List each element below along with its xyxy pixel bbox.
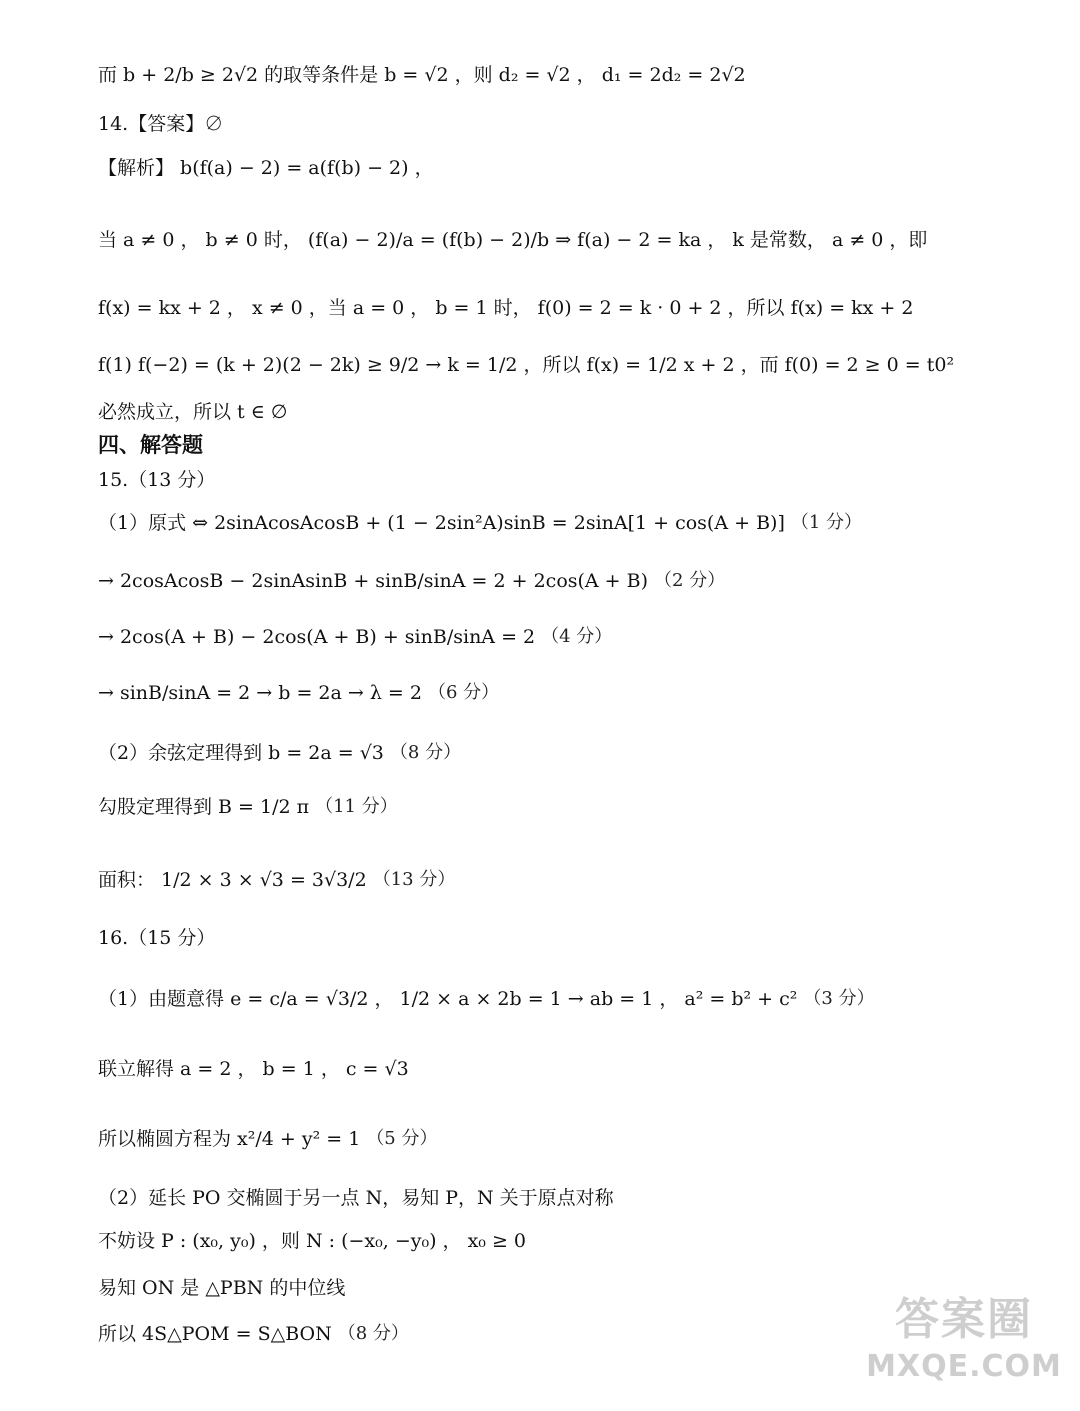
watermark-logo: [864, 1293, 1064, 1403]
score-note: （5 分）: [366, 1128, 438, 1149]
line-text: 联立解得 a = 2 ， b = 1 ， c = √3: [98, 1058, 409, 1080]
score-note: （11 分）: [315, 796, 398, 817]
line-3: [98, 156, 1040, 180]
section-heading: [98, 433, 1040, 457]
line-5: [98, 296, 1040, 320]
line-text: → 2cosAcosB − 2sinAsinB + sinB/sinA = 2 + 2cos(A + B): [98, 570, 649, 592]
line-11: [98, 569, 1040, 593]
line-text: 面积： 1/2 × 3 × √3 = 3√3/2: [98, 869, 367, 891]
line-22: [98, 1229, 1040, 1253]
line-text: 必然成立，所以 t ∈ ∅: [98, 401, 288, 423]
line-text: 所以椭圆方程为 x²/4 + y² = 1: [98, 1128, 361, 1150]
line-6: [98, 353, 1040, 377]
line-text: （2）延长 PO 交椭圆于另一点 N，易知 P，N 关于原点对称: [98, 1187, 614, 1209]
line-15: [98, 795, 1040, 819]
score-note: （1 分）: [790, 512, 863, 533]
line-21: [98, 1186, 1040, 1210]
line-text: → 2cos(A + B) − 2cos(A + B) + sinB/sinA = 2: [98, 626, 536, 648]
line-text: 当 a ≠ 0 ， b ≠ 0 时， (f(a) − 2)/a = (f(b) − 2)/b ⇒ f(a) − 2 = ka ， k 是常数， a ≠ 0 ，即: [98, 229, 928, 251]
line-text: 勾股定理得到 B = 1/2 π: [98, 796, 310, 818]
line-10: [98, 511, 1040, 535]
score-note: （6 分）: [427, 682, 500, 703]
line-text: f(1) f(−2) = (k + 2)(2 − 2k) ≥ 9/2 → k = 1/2 ，所以 f(x) = 1/2 x + 2 ，而 f(0) = 2 ≥ 0 = t0²: [98, 354, 955, 376]
line-7: [98, 400, 1040, 424]
watermark-top: 答案圈: [895, 1294, 1033, 1345]
line-text: （2）余弦定理得到 b = 2a = √3: [98, 742, 384, 764]
line-2: [98, 112, 1040, 136]
line-text: 而 b + 2/b ≥ 2√2 的取等条件是 b = √2 ，则 d₂ = √2 ， d₁ = 2d₂ = 2√2: [98, 64, 746, 86]
line-text: → sinB/sinA = 2 → b = 2a → λ = 2: [98, 682, 422, 704]
line-text: 不妨设 P : (x₀, y₀) ，则 N : (−x₀, −y₀) ， x₀ ≥ 0: [98, 1230, 527, 1252]
score-note: （4 分）: [541, 626, 613, 647]
line-text: 四、解答题: [98, 433, 203, 457]
line-text: 易知 ON 是 △PBN 的中位线: [98, 1277, 346, 1299]
score-note: （13 分）: [372, 869, 456, 890]
line-9: [98, 468, 1040, 492]
line-text: 【解析】 b(f(a) − 2) = a(f(b) − 2) ，: [98, 157, 434, 179]
line-text: 15.（13 分）: [98, 469, 216, 491]
watermark-bottom: MXQE.COM: [866, 1349, 1062, 1384]
score-note: （2 分）: [654, 570, 726, 591]
line-12: [98, 625, 1040, 649]
line-text: 16.（15 分）: [98, 927, 216, 949]
line-text: 所以 4S△POM = S△BON: [98, 1323, 332, 1345]
line-text: （1）由题意得 e = c/a = √3/2 ， 1/2 × a × 2b = 1 → ab = 1 ， a² = b² + c²: [98, 988, 798, 1010]
line-13: [98, 681, 1040, 705]
score-note: （8 分）: [337, 1323, 409, 1344]
line-text: （1）原式 ⇔ 2sinAcosAcosB + (1 − 2sin²A)sinB = 2sinA[1 + cos(A + B)]: [98, 512, 785, 534]
line-1: [98, 63, 1040, 87]
line-19: [98, 1057, 1040, 1081]
line-17: [98, 926, 1040, 950]
line-text: f(x) = kx + 2 ， x ≠ 0 ，当 a = 0 ， b = 1 时， f(0) = 2 = k · 0 + 2 ，所以 f(x) = kx + 2: [98, 297, 914, 319]
line-text: 14.【答案】∅: [98, 113, 224, 135]
score-note: （3 分）: [803, 988, 875, 1009]
score-note: （8 分）: [389, 742, 462, 763]
line-4: [98, 228, 1040, 252]
line-18: [98, 987, 1040, 1011]
line-20: [98, 1127, 1040, 1151]
line-16: [98, 868, 1040, 892]
line-14: [98, 741, 1040, 765]
